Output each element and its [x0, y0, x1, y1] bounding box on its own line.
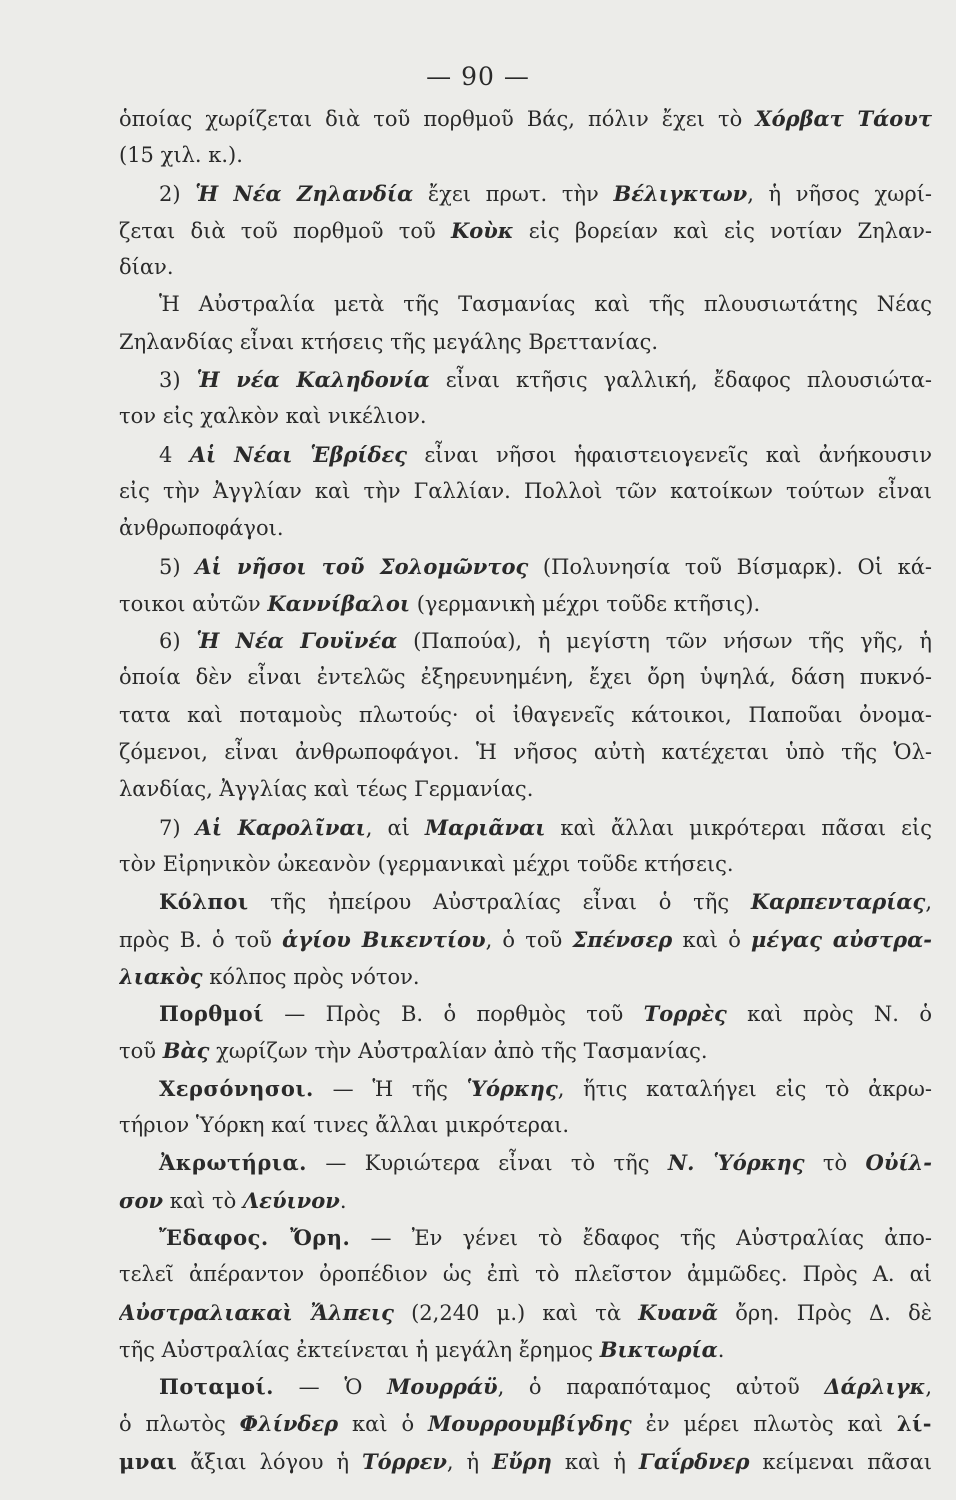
text-segment: — Κυριώτερα εἶναι τὸ τῆς — [307, 1151, 668, 1176]
text-segment: , ὁ τοῦ — [485, 927, 573, 952]
text-segment: τον εἰς χαλκὸν καὶ νικέλιον. — [119, 404, 427, 429]
text-segment: — Πρὸς Β. ὁ πορθμὸς τοῦ — [263, 1002, 644, 1027]
text-segment: εἰς βορείαν καὶ εἰς νοτίαν Ζηλαν- — [513, 218, 932, 243]
text-segment: πρὸς Β. ὁ τοῦ — [119, 927, 283, 952]
emphasized-term: Καννίβαλοι — [267, 590, 411, 616]
emphasized-term: Λεύινον — [242, 1187, 340, 1213]
text-segment: , αἱ — [365, 815, 425, 840]
emphasized-term: Γαΐρδνερ — [638, 1448, 750, 1474]
text-segment: (2,240 μ.) καὶ τὰ — [393, 1300, 639, 1325]
text-segment: 3) — [159, 368, 197, 393]
text-line — [119, 622, 932, 659]
text-segment: ὄρη. Πρὸς Δ. δὲ — [717, 1300, 932, 1325]
text-segment: , ἡ — [446, 1449, 493, 1474]
text-line — [119, 809, 932, 846]
text-segment: εἶναι κτῆσις γαλλική, ἔδαφος πλουσιώτα- — [429, 368, 932, 393]
emphasized-term: Κοὺκ — [450, 217, 514, 243]
text-segment: ζεται διὰ τοῦ πορθμοῦ τοῦ — [119, 218, 451, 243]
text-line — [119, 1144, 932, 1181]
text-line — [119, 846, 932, 883]
section-heading: Ἀκρωτήρια. — [159, 1150, 307, 1176]
emphasized-term: Αὐστραλιακαὶ Ἄλπεις — [119, 1299, 394, 1325]
emphasized-term: Τορρὲς — [643, 1001, 727, 1027]
text-segment: ζόμενοι, εἶναι ἀνθρωποφάγοι. Ἡ νῆσος αὐτὴ κατέχεται ὑπὸ τῆς Ὁλ- — [119, 740, 932, 765]
text-segment: Ζηλανδίας εἶναι κτήσεις τῆς μεγάλης Βρεττανίας. — [119, 329, 659, 354]
text-segment: (Πολυνησία τοῦ Βίσμαρκ). Οἱ κά- — [528, 554, 932, 579]
text-line — [119, 436, 932, 473]
text-line — [119, 473, 932, 510]
section-heading: Ἔδαφος. Ὄρη. — [159, 1224, 351, 1250]
emphasized-term: Φλίνδερ — [239, 1411, 339, 1437]
emphasized-term: Ἡ Νέα Γουϊνέα — [196, 628, 398, 654]
text-line — [119, 1405, 932, 1442]
section-heading: Ποταμοί. — [159, 1374, 274, 1400]
text-line — [119, 1107, 932, 1144]
text-segment: . — [717, 1337, 725, 1362]
text-segment: . — [339, 1188, 347, 1213]
emphasized-term: Μουρράϋ — [387, 1374, 498, 1400]
text-line — [119, 697, 932, 734]
text-segment: κόλπος πρὸς νότον. — [202, 964, 420, 989]
page-number: — 90 — — [426, 62, 530, 91]
text-segment: (15 χιλ. κ.). — [119, 143, 243, 168]
emphasized-term: σον — [119, 1187, 164, 1213]
text-line — [119, 548, 932, 585]
text-segment: καὶ ἄλλαι μικρότεραι πᾶσαι εἰς — [545, 815, 932, 840]
text-line — [119, 137, 932, 174]
text-segment: — Ἡ τῆς — [313, 1076, 467, 1101]
text-segment: εἶναι νῆσοι ἡφαιστειογενεῖς καὶ ἀνήκουσιν — [407, 442, 932, 467]
section-heading: λί- — [896, 1411, 932, 1437]
text-segment: , ἡ νῆσος χωρί- — [747, 181, 932, 206]
section-heading: Κόλποι — [159, 889, 249, 915]
text-segment: τοικοι αὐτῶν — [119, 591, 268, 616]
text-segment: ὁποία δὲν εἶναι ἐντελῶς ἐξηρευνημένη, ἔχει ὄρη ὑψηλά, δάση πυκνό- — [119, 665, 932, 690]
text-segment: , ἥτις καταλήγει εἰς τὸ ἀκρω- — [557, 1076, 932, 1101]
text-segment: τελεῖ ἀπέραντον ὀροπέδιον ὡς ἐπὶ τὸ πλεῖστον ἀμμῶδες. Πρὸς Α. αἱ — [119, 1262, 932, 1287]
text-line — [119, 361, 932, 398]
text-segment: καὶ ὁ — [672, 927, 752, 952]
text-line — [119, 100, 932, 137]
text-segment: δίαν. — [119, 255, 174, 280]
text-segment: καὶ τὸ — [163, 1188, 243, 1213]
text-line — [119, 398, 932, 435]
emphasized-term: Σπένσερ — [572, 926, 673, 952]
text-line — [119, 659, 932, 696]
text-line — [119, 286, 932, 323]
text-segment: (Παπούα), ἡ μεγίστη τῶν νήσων τῆς γῆς, ἡ — [397, 629, 932, 654]
emphasized-term: Αἱ Νέαι Ἑβρίδες — [189, 441, 408, 467]
text-segment: ἄξιαι λόγου ἡ — [177, 1449, 362, 1474]
text-segment: 5) — [159, 554, 196, 579]
text-segment: τὸ — [804, 1151, 866, 1176]
text-line — [119, 249, 932, 286]
text-line — [119, 1070, 932, 1107]
emphasized-term: Ὑόρκης — [466, 1075, 558, 1101]
emphasized-term: Χόρβατ Τάουτ — [755, 106, 932, 131]
text-segment: , — [925, 1375, 932, 1400]
section-heading: Πορθμοί — [159, 1001, 264, 1027]
emphasized-term: ἁγίου Βικεντίου — [282, 926, 486, 952]
text-segment: εἰς τὴν Ἀγγλίαν καὶ τὴν Γαλλίαν. Πολλοὶ τῶν κατοίκων τούτων εἶναι — [119, 478, 932, 503]
emphasized-term: Μουρρουμβίγδης — [427, 1411, 632, 1437]
emphasized-term: Μαριᾶναι — [424, 814, 546, 840]
text-line — [119, 324, 932, 361]
text-line — [119, 1368, 932, 1405]
emphasized-term: Καρπενταρίας — [750, 889, 926, 915]
text-segment: , ὁ παραπόταμος αὐτοῦ — [497, 1375, 825, 1400]
text-segment: κείμεναι πᾶσαι — [749, 1449, 932, 1474]
text-segment: χωρίζων τὴν Αὐστραλίαν ἀπὸ τῆς Τασμανίας. — [209, 1039, 708, 1064]
emphasized-term: Ἡ Νέα Ζηλανδία — [195, 180, 414, 206]
text-segment: ὁ πλωτὸς — [119, 1412, 240, 1437]
text-segment: ἐν μέρει πλωτὸς καὶ — [631, 1412, 897, 1437]
text-segment: τὸν Εἰρηνικὸν ὠκεανὸν (γερμανικαὶ μέχρι τοῦδε κτήσεις. — [119, 851, 734, 876]
text-segment: ἔχει πρωτ. τὴν — [413, 181, 614, 206]
text-line — [119, 995, 932, 1032]
text-line — [119, 585, 932, 622]
text-segment: — Ὁ — [273, 1375, 388, 1400]
text-line — [119, 212, 932, 249]
text-segment: ἀνθρωποφάγοι. — [119, 516, 284, 541]
text-segment: τῆς ἠπείρου Αὐστραλίας εἶναι ὁ τῆς — [248, 890, 751, 915]
text-segment: — Ἐν γένει τὸ ἔδαφος τῆς Αὐστραλίας ἀπο- — [350, 1225, 932, 1250]
text-segment: ὁποίας χωρίζεται διὰ τοῦ πορθμοῦ Βάς, πόλιν ἔχει τὸ — [119, 107, 756, 131]
text-line — [119, 1331, 932, 1368]
emphasized-term: Κυανᾶ — [638, 1299, 718, 1325]
text-segment: τῆς Αὐστραλίας ἐκτείνεται ἡ μεγάλη ἔρημος — [119, 1337, 600, 1362]
body-text — [119, 100, 932, 1480]
text-segment: καὶ πρὸς Ν. ὁ — [726, 1002, 932, 1027]
text-line — [119, 1443, 932, 1480]
emphasized-term: μέγας αὐστρα- — [751, 926, 932, 952]
text-line — [119, 883, 932, 920]
emphasized-term: Τόρρεν — [362, 1448, 447, 1474]
text-segment: τατα καὶ ποταμοὺς πλωτούς· οἱ ἰθαγενεῖς κάτοικοι, Παποῦαι ὀνομα- — [119, 702, 932, 727]
text-line — [119, 771, 932, 808]
text-line — [119, 1256, 932, 1293]
text-segment: καὶ ἡ — [551, 1449, 639, 1474]
text-line — [119, 734, 932, 771]
text-segment: Ἡ Αὐστραλία μετὰ τῆς Τασμανίας καὶ τῆς πλουσιωτάτης Νέας — [159, 292, 932, 317]
emphasized-term: Αἱ νῆσοι τοῦ Σολομῶντος — [195, 553, 529, 579]
text-line — [119, 175, 932, 212]
text-line — [119, 1219, 932, 1256]
emphasized-term: Βὰς — [162, 1038, 210, 1064]
text-line — [119, 1032, 932, 1069]
text-segment: 7) — [159, 815, 196, 840]
text-line — [119, 510, 932, 547]
emphasized-term: Ἡ νέα Καληδονία — [196, 367, 430, 393]
text-line — [119, 1182, 932, 1219]
text-segment: (γερμανικὴ μέχρι τοῦδε κτῆσις). — [410, 591, 761, 616]
emphasized-term: Βέλιγκτων — [613, 180, 748, 206]
text-segment: , — [925, 890, 932, 915]
emphasized-term: Εὔρη — [492, 1448, 552, 1474]
text-segment: τήριον Ὑόρκη καί τινες ἄλλαι μικρότεραι. — [119, 1113, 570, 1138]
section-heading: Χερσόνησοι. — [159, 1075, 314, 1101]
emphasized-term: λιακὸς — [119, 963, 203, 989]
emphasized-term: Οὐίλ- — [865, 1150, 932, 1176]
text-line — [119, 921, 932, 958]
text-segment: 2) — [159, 181, 196, 206]
text-segment: τοῦ — [119, 1039, 163, 1064]
emphasized-term: Αἱ Καρολῖναι — [195, 814, 366, 840]
text-segment: λανδίας, Ἀγγλίας καὶ τέως Γερμανίας. — [119, 777, 534, 802]
text-segment: 6) — [159, 629, 197, 654]
text-segment: 4 — [159, 442, 190, 467]
section-heading: μναι — [119, 1448, 178, 1474]
text-segment: καὶ ὁ — [338, 1412, 428, 1437]
emphasized-term: Ν. Ὑόρκης — [667, 1150, 805, 1176]
text-line — [119, 958, 932, 995]
text-line — [119, 1294, 932, 1331]
emphasized-term: Βικτωρία — [599, 1336, 718, 1362]
emphasized-term: Δάρλιγκ — [824, 1374, 926, 1400]
